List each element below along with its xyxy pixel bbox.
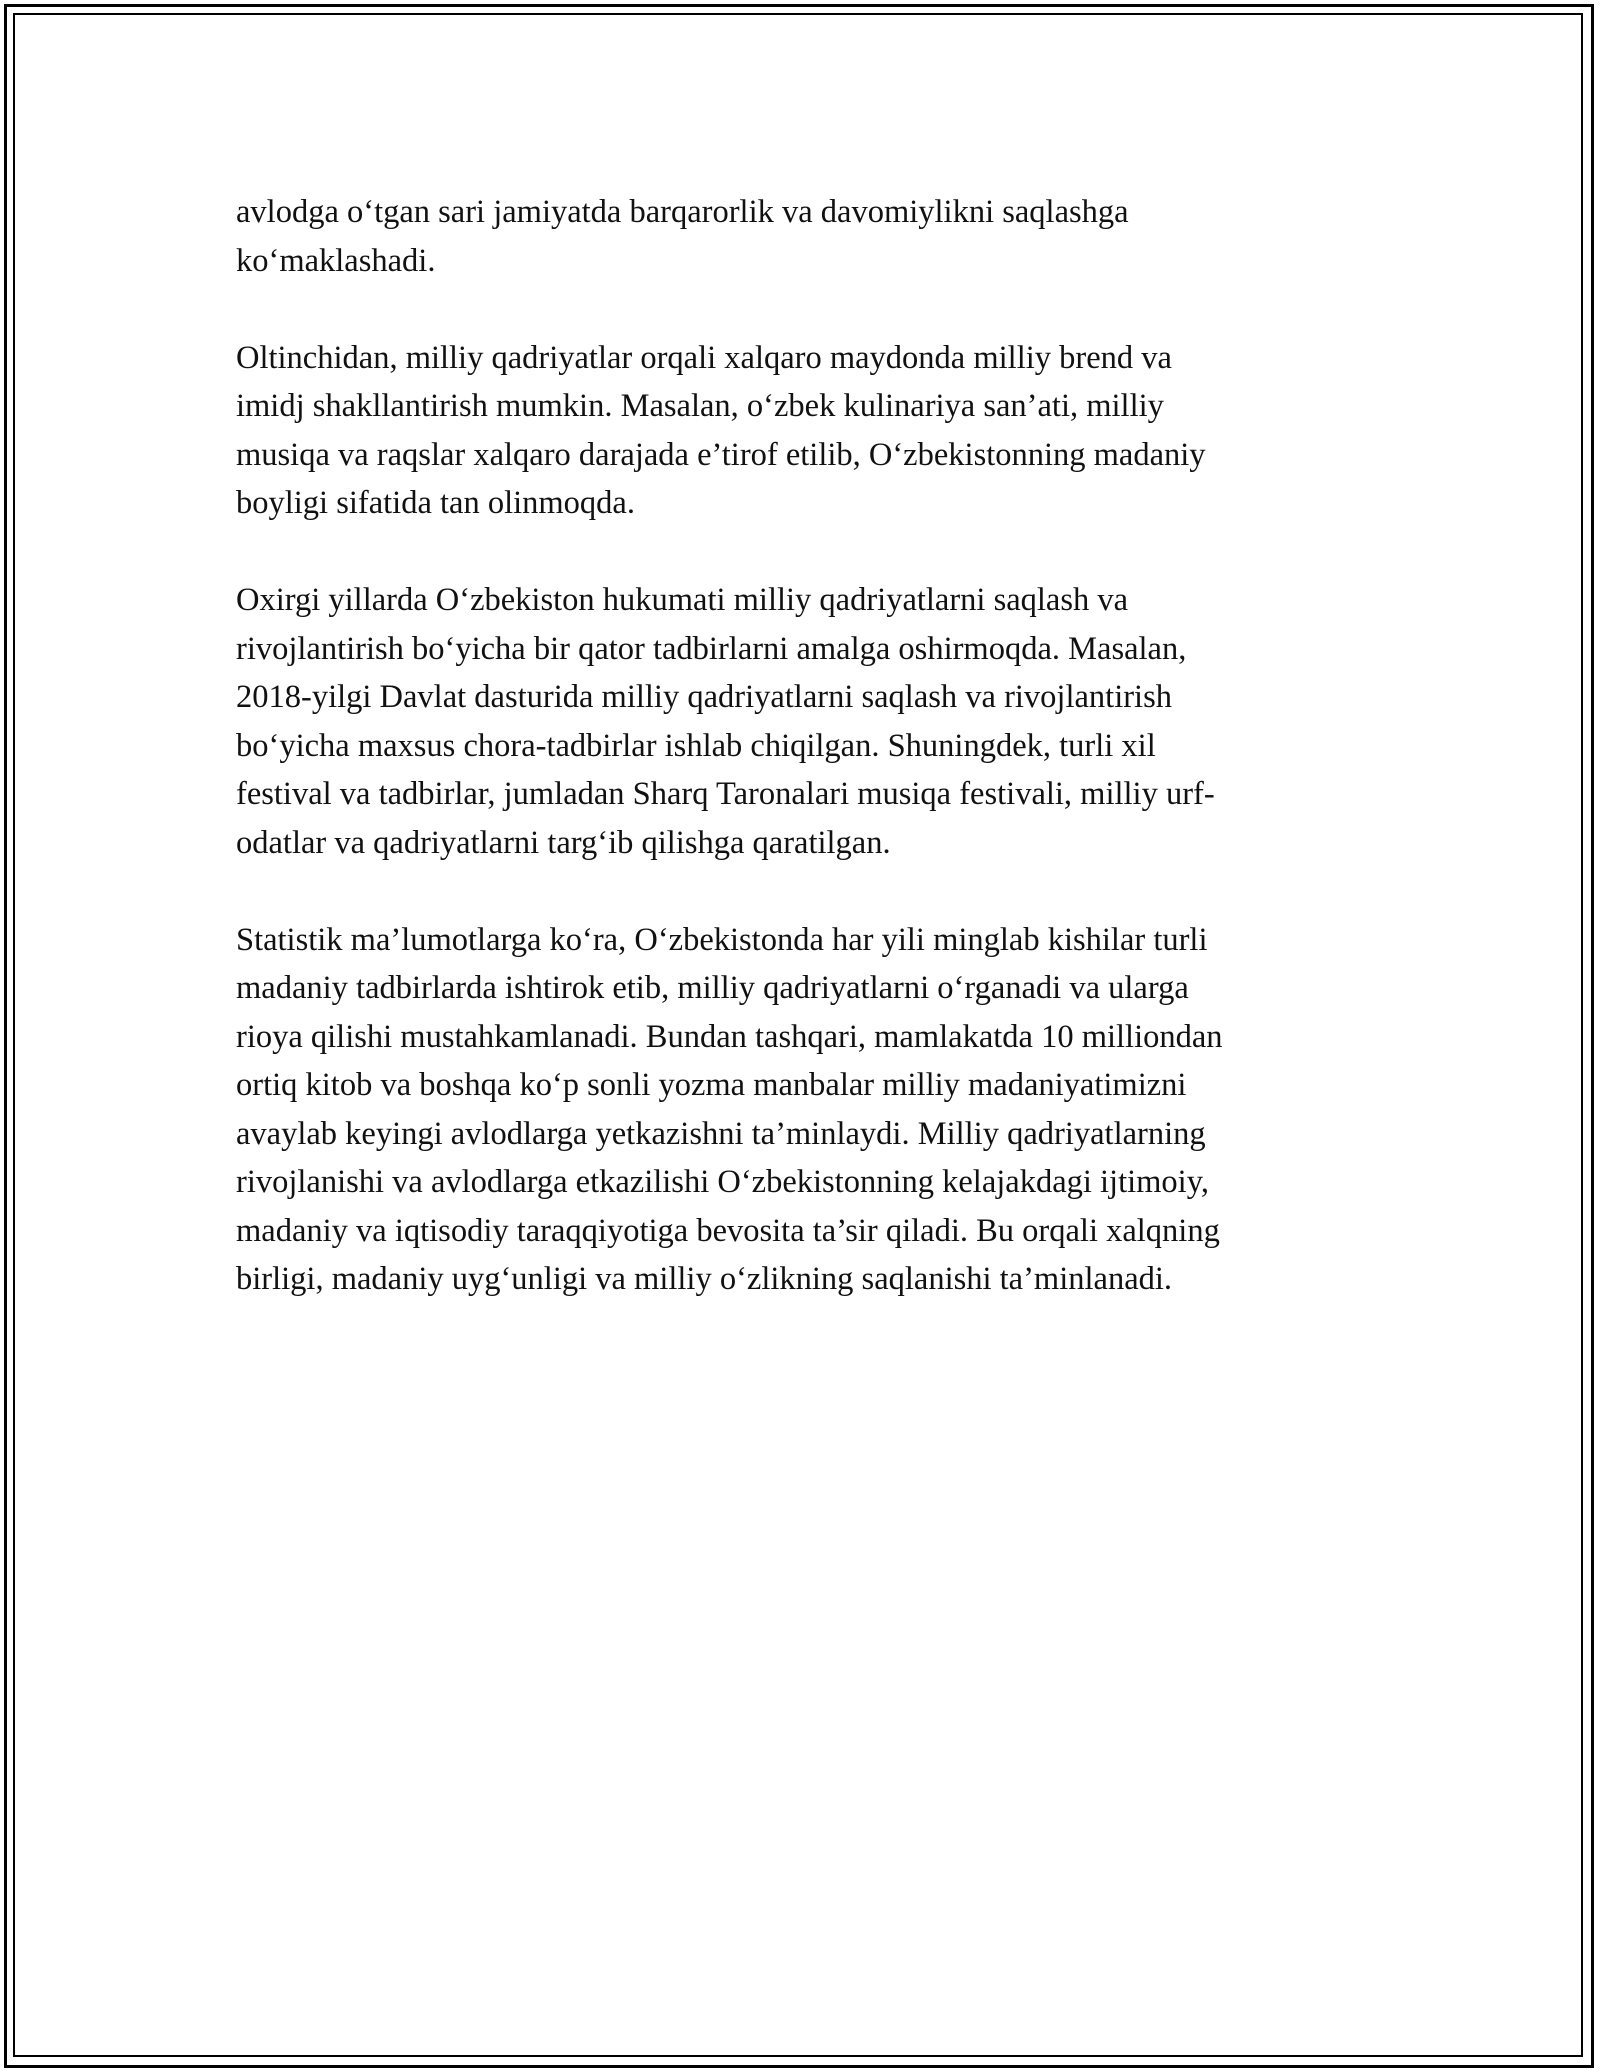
paragraph-2: Oltinchidan, milliy qadriyatlar orqali xalqaro maydonda milliy brend va imidj shakllantirish mumkin. Masalan, o‘zbek kulinariya san’ati, milliy musiqa va raqslar xalqaro darajada e’tirof etilib, O‘zbekistonning madaniy boyligi sifatida tan olinmoqda. <box>236 339 1206 521</box>
document-body <box>236 188 1356 1352</box>
paragraph-1: avlodga o‘tgan sari jamiyatda barqarorlik va davomiylikni saqlashga ko‘maklashadi. <box>236 194 1129 279</box>
paragraph-4: Statistik ma’lumotlarga ko‘ra, O‘zbekistonda har yili minglab kishilar turli madaniy tadbirlarda ishtirok etib, milliy qadriyatlarni o‘rganadi va ularga rioya qilishi mustahkamlanadi. Bundan tashqari, mamlakatda 10 milliondan ortiq kitob va boshqa ko‘p sonli yozma manbalar milliy madaniyatimizni avaylab keyingi avlodlarga yetkazishni ta’minlaydi. Milliy qadriyatlarning rivojlanishi va avlodlarga etkazilishi O‘zbekistonning kelajakdagi ijtimoiy, madaniy va iqtisodiy taraqqiyotiga bevosita ta’sir qiladi. Bu orqali xalqning birligi, madaniy uyg‘unligi va milliy o‘zlikning saqlanishi ta’minlanadi. <box>236 921 1223 1297</box>
paragraph-3: Oxirgi yillarda O‘zbekiston hukumati milliy qadriyatlarni saqlash va rivojlantirish bo‘yicha bir qator tadbirlarni amalga oshirmoqda. Masalan, 2018-yilgi Davlat dasturida milliy qadriyatlarni saqlash va rivojlantirish bo‘yicha maxsus chora-tadbirlar ishlab chiqilgan. Shuningdek, turli xil festival va tadbirlar, jumladan Sharq Taronalari musiqa festivali, milliy urf- odatlar va qadriyatlarni targ‘ib qilishga qaratilgan. <box>236 582 1215 861</box>
